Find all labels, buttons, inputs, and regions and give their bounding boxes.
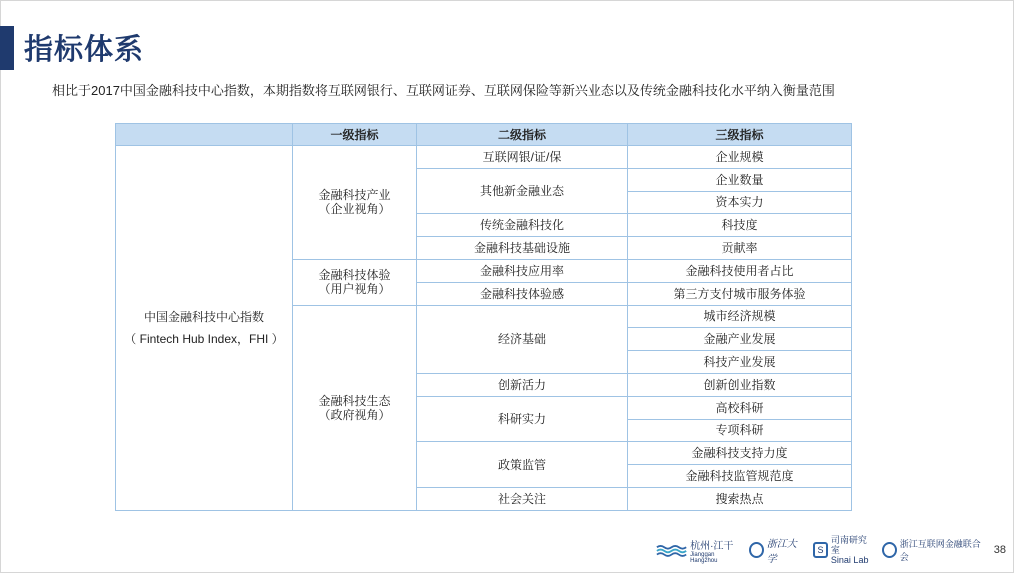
index-name-en: （ Fintech Hub Index，FHI ） [124, 331, 284, 346]
seal-icon [749, 542, 764, 558]
header-level2: 二级指标 [417, 124, 628, 146]
level1-perspective: （企业视角） [318, 202, 391, 217]
level2-cell: 经济基础 [417, 305, 628, 373]
header-blank [116, 124, 293, 146]
level2-cell: 创新活力 [417, 373, 628, 396]
level3-cell: 金融科技使用者占比 [628, 259, 852, 282]
level1-cell-experience [293, 259, 417, 305]
title-accent-bar [0, 26, 14, 70]
zju-logo [749, 535, 803, 565]
logo-sinai-line2: Sinai Lab [830, 555, 869, 565]
level1-cell-ecosystem [293, 305, 417, 510]
level3-cell: 金融科技监管规范度 [628, 465, 852, 488]
header-level1: 一级指标 [293, 124, 417, 146]
level2-cell: 传统金融科技化 [417, 214, 628, 237]
indicator-table [115, 123, 852, 511]
logo-jianggan-sub: Jianggan Hangzhou [690, 551, 718, 564]
level3-cell: 金融产业发展 [628, 328, 852, 351]
level3-cell: 创新创业指数 [628, 373, 852, 396]
zif-logo [882, 537, 982, 563]
level1-perspective: （政府视角） [318, 407, 391, 422]
logo-zju-text: 浙江大学 [766, 539, 797, 565]
level2-cell: 政策监管 [417, 442, 628, 488]
page-title: 指标体系 [24, 34, 145, 66]
header-level3: 三级指标 [628, 124, 852, 146]
index-name: 中国金融科技中心指数 [143, 309, 264, 324]
level3-cell: 高校科研 [628, 396, 852, 419]
page-subtitle: 相比于2017中国金融科技中心指数，本期指数将互联网银行、互联网证券、互联网保险等新兴业态以及传统金融科技化水平纳入衡量范围 [52, 83, 835, 98]
level3-cell: 第三方支付城市服务体验 [628, 282, 852, 305]
level3-cell: 搜索热点 [628, 487, 852, 510]
logo-jianggan-text: 杭州·江干 [690, 540, 734, 552]
level3-cell: 专项科研 [628, 419, 852, 442]
level1-cell-industry [293, 146, 417, 260]
level2-cell: 金融科技基础设施 [417, 237, 628, 260]
sinai-lab-logo [813, 535, 872, 565]
level3-cell: 城市经济规模 [628, 305, 852, 328]
level2-cell: 金融科技体验感 [417, 282, 628, 305]
level1-label: 金融科技体验 [318, 268, 391, 283]
level2-cell: 金融科技应用率 [417, 259, 628, 282]
wave-icon [656, 543, 687, 557]
level3-cell: 科技度 [628, 214, 852, 237]
level3-cell: 金融科技支持力度 [628, 442, 852, 465]
sinai-icon: S [813, 542, 828, 558]
level3-cell: 企业规模 [628, 146, 852, 169]
association-emblem-icon [882, 542, 897, 558]
level3-cell: 资本实力 [628, 191, 852, 214]
footer-logos [656, 537, 1006, 563]
level1-label: 金融科技产业 [318, 188, 391, 203]
level2-cell: 社会关注 [417, 487, 628, 510]
level3-cell: 贡献率 [628, 237, 852, 260]
level1-label: 金融科技生态 [318, 393, 391, 408]
table-header-row [116, 124, 852, 146]
level2-cell: 互联网银/证/保 [417, 146, 628, 169]
logo-zif-text: 浙江互联网金融联合会 [899, 539, 981, 562]
level1-perspective: （用户视角） [318, 282, 391, 297]
level2-cell: 其他新金融业态 [417, 168, 628, 214]
jianggan-logo [656, 537, 739, 564]
index-name-cell [116, 146, 293, 511]
table-row [116, 146, 852, 169]
logo-sinai-line1: 司南研究室 [830, 535, 867, 555]
level3-cell: 科技产业发展 [628, 351, 852, 374]
level3-cell: 企业数量 [628, 168, 852, 191]
page-number: 38 [993, 544, 1006, 556]
level2-cell: 科研实力 [417, 396, 628, 442]
